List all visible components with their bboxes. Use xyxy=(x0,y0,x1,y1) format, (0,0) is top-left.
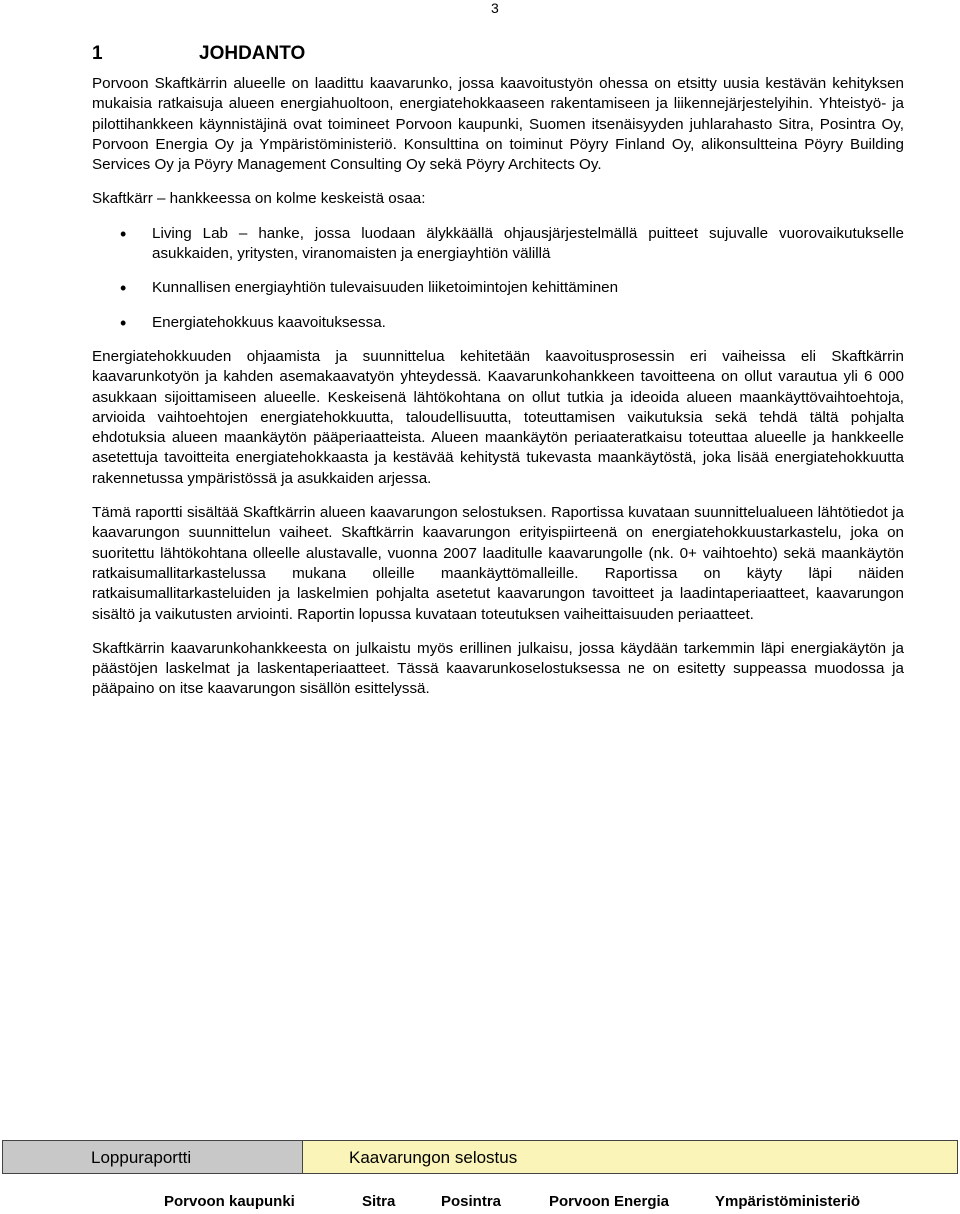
partner-name: Posintra xyxy=(441,1193,502,1210)
document-body xyxy=(92,42,904,714)
list-item: • Living Lab – hanke, jossa luodaan älykkäällä ohjausjärjestelmällä puitteet sujuvalle vuorovaikutukselle asukkaiden, yritysten, viranomaisten ja energiayhtiön välillä xyxy=(92,224,904,265)
section-number: 1 xyxy=(92,43,103,64)
partner-name: Porvoon kaupunki xyxy=(164,1193,295,1210)
partner-name: Porvoon Energia xyxy=(549,1193,670,1210)
intro-paragraph: Porvoon Skaftkärrin alueelle on laadittu kaavarunko, jossa kaavoitustyön ohessa on etsitty uusia kestävän kehityksen mukaisia ratkaisuja alueen energiahuoltoon, energiatehokkaaseen rakentamiseen ja liikennejärjestelyihin. Yhteistyö- ja pilottihankkeen käynnistäjinä ovat toimineet Porvoon kaupunki, Suomen itsenäisyyden juhlarahasto Sitra, Posintra Oy, Porvoon Energia Oy ja Ympäristöministeriö. Konsulttina on toiminut Pöyry Finland Oy, alikonsultteina Pöyry Building Services Oy ja Pöyry Management Consulting Oy sekä Pöyry Architects Oy. xyxy=(92,75,904,174)
energy-efficiency-paragraph: Energiatehokkuuden ohjaamista ja suunnittelua kehitetään kaavoitusprosessin eri vaiheissa eli Skaftkärrin kaavarunkotyön ja kahden asemakaavatyön yhteydessä. Kaavarunkohankkeen tavoitteena on ollut varautua yli 6 000 asukkaan sijoittamiseen alueelle. Keskeisenä lähtökohtana on ollut tutkia ja ideoida alueen maankäyttövaihtoehtoja, arvioida vaihtoehtojen energiatehokkuutta, taloudellisuutta, toteuttamisen vaikutuksia sekä tehdä tältä pohjalta ehdotuksia alueen maankäytön pääperiaatteista. Alueen maankäytön periaateratkaisu toteuttaa alueelle ja hankkeelle asetettuja tavoitteita energiatehokkaasta ja kestävää kehitystä tukevasta maankäytöstä, joka lisää energiatehokkuutta rakennetussa ympäristössä ja asukkaiden arjessa. xyxy=(92,347,904,487)
partner-name: Ympäristöministeriö xyxy=(715,1193,861,1210)
section-heading xyxy=(92,42,904,66)
partner-list xyxy=(0,1192,960,1212)
page-number: 3 xyxy=(491,0,499,16)
footer-bar xyxy=(2,1140,958,1174)
publication-paragraph: Skaftkärrin kaavarunkohankkeesta on julkaistu myös erillinen julkaisu, jossa käydään tarkemmin läpi energiakäytön ja päästöjen laskelmat ja laskentaperiaatteet. Tässä kaavarunkoselostuksessa ne on esitetty suppeassa muodossa ja pääpaino on itse kaavarungon sisällön esittelyssä. xyxy=(92,639,904,698)
section-title: JOHDANTO xyxy=(199,43,306,64)
list-item: • Kunnallisen energiayhtiön tulevaisuuden liiketoimintojen kehittäminen xyxy=(92,278,904,298)
footer-report-type: Loppuraportti xyxy=(3,1141,303,1173)
list-item: • Energiatehokkuus kaavoituksessa. xyxy=(92,313,904,333)
footer-document-title: Kaavarungon selostus xyxy=(303,1141,957,1173)
partner-name: Sitra xyxy=(362,1193,396,1210)
project-parts-intro: Skaftkärr – hankkeessa on kolme keskeistä osaa: xyxy=(92,190,426,208)
report-contents-paragraph: Tämä raportti sisältää Skaftkärrin alueen kaavarungon selostuksen. Raportissa kuvataan suunnittelualueen lähtötiedot ja kaavarungon suunnittelun vaiheet. Skaftkärrin kaavarungon erityispiirteenä on energiatehokkuustarkastelu, joka on suoritettu lähtökohtana olleelle alustavalle, vuonna 2007 laaditulle kaavarungolle (nk. 0+ vaihtoehto) sekä maankäytön ratkaisumallitarkastelussa mukana olleille maankäyttömalleille. Raportissa on käyty läpi näiden ratkaisumallitarkasteluiden ja laskelmien pohjalta asetetut kaavarungon tavoitteet ja laadintaperiaatteet, kaavarungon sisältö ja vaikutusten arviointi. Raportin lopussa kuvataan toteutuksen vaiheittaisuuden periaatteet. xyxy=(92,504,904,623)
project-parts-list xyxy=(92,224,904,333)
